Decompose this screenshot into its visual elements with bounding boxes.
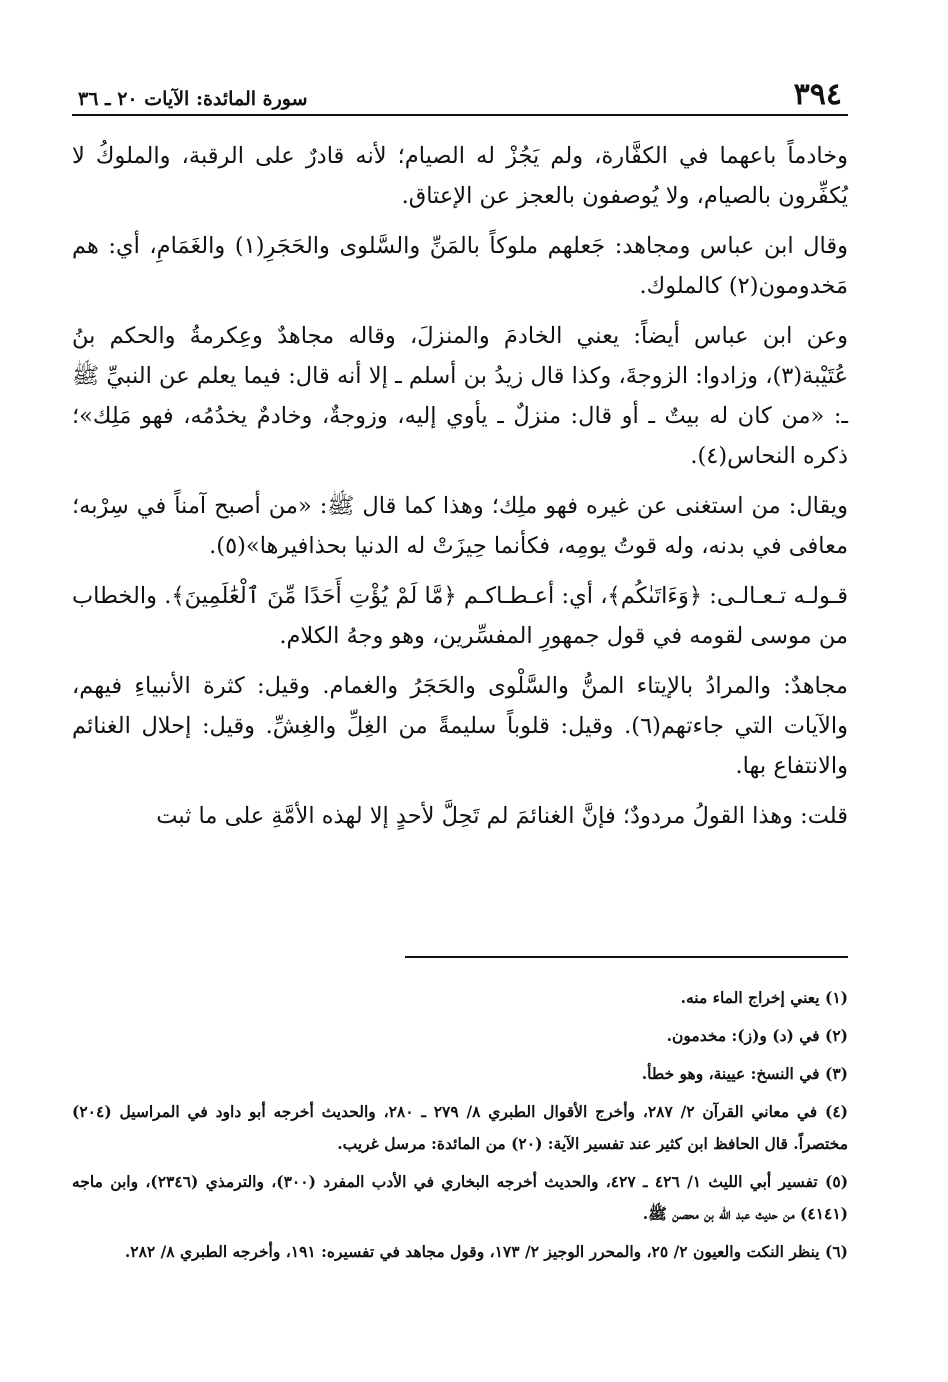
footnote: (١) يعني إخراج الماء منه. [680,988,848,1007]
main-text [72,136,848,836]
paragraph: وخادماً باعهما في الكفَّارة، ولم يَجُزْ له الصيام؛ لأنه قادرٌ على الرقبة، والملوكُ لا يُكفِّرون بالصيام، ولا يُوصفون بالعجز عن الإعتاق. [72,143,848,209]
footnotes [72,982,848,1274]
paragraph: قـولـه تـعـالـى: ﴿وَءَاتَىٰكُم﴾، أي: أعـطـاكـم ﴿مَّا لَمْ يُؤْتِ أَحَدًا مِّنَ ٱلْعَٰلَمِينَ﴾. والخطاب من موسى لقومه في قول جمهورِ المفسِّرين، وهو وجهُ الكلام. [72,583,848,649]
footnote: (٤) في معاني القرآن ٢/ ٢٨٧، وأخرج الأقوال الطبري ٨/ ٢٧٩ ـ ٢٨٠، والحديث أخرجه أبو داود في المراسيل (٢٠٤) مختصراً. قال الحافظ ابن كثير عند تفسير الآية: (٢٠) من المائدة: مرسل غريب. [72,1102,848,1153]
footnote: (٦) ينظر النكت والعيون ٢/ ٢٥، والمحرر الوجيز ٢/ ١٧٣، وقول مجاهد في تفسيره: ١٩١، وأخرجه الطبري ٨/ ٢٨٢. [124,1242,848,1261]
footnote: (٢) في (د) و(ز): مخدمون. [666,1026,848,1045]
paragraph: وعن ابن عباس أيضاً: يعني الخادمَ والمنزلَ، وقاله مجاهدٌ وعِكرمةُ والحكم بنُ عُتَيْبة(٣)، وزادوا: الزوجةَ، وكذا قال زيدُ بن أسلم ـ إلا أنه قال: فيما يعلم عن النبيِّ ﷺ ـ: «من كان له بيتٌ ـ أو قال: منزلٌ ـ يأوي إليه، وزوجةٌ، وخادمٌ يخدُمُه، فهو مَلِك»؛ ذكره النحاس(٤). [72,323,848,469]
footnote: (٣) في النسخ: عيينة، وهو خطأ. [641,1064,848,1083]
paragraph: ويقال: من استغنى عن غيره فهو ملِك؛ وهذا كما قال ﷺ: «من أصبح آمناً في سِرْبه؛ معافى في بدنه، وله قوتُ يومِه، فكأنما حِيزَتْ له الدنيا بحذافيرها»(٥). [72,493,848,559]
footnote: (٥) تفسير أبي الليث ١/ ٤٢٦ ـ ٤٢٧، والحديث أخرجه البخاري في الأدب المفرد (٣٠٠)، والترمذي (٢٣٤٦)، وابن ماجه (٤١٤١) من حديث عبد الله بن محصن ﷺ. [72,1172,849,1223]
footnote-separator [405,956,848,958]
paragraph: مجاهدٌ: والمرادُ بالإيتاء المنُّ والسَّلْوى والحَجَرُ والغمام. وقيل: كثرة الأنبياءِ فيهم، والآيات التي جاءتهم(٦). وقيل: قلوباً سليمةً من الغِلِّ والغِشِّ. وقيل: إحلال الغنائم والانتفاع بها. [72,673,848,779]
page-number: ٣٩٤ [793,77,842,112]
page-header [72,70,848,116]
paragraph: وقال ابن عباس ومجاهد: جَعلهم ملوكاً بالمَنِّ والسَّلوى والحَجَرِ(١) والغَمَامِ، أي: هم مَخدومون(٢) كالملوك. [72,233,848,299]
paragraph: قلت: وهذا القولُ مردودٌ؛ فإنَّ الغنائمَ لم تَحِلَّ لأحدٍ إلا لهذه الأمَّةِ على ما ثبت [156,803,848,829]
running-title: سورة المائدة: الآيات ٢٠ ـ ٣٦ [78,88,308,110]
